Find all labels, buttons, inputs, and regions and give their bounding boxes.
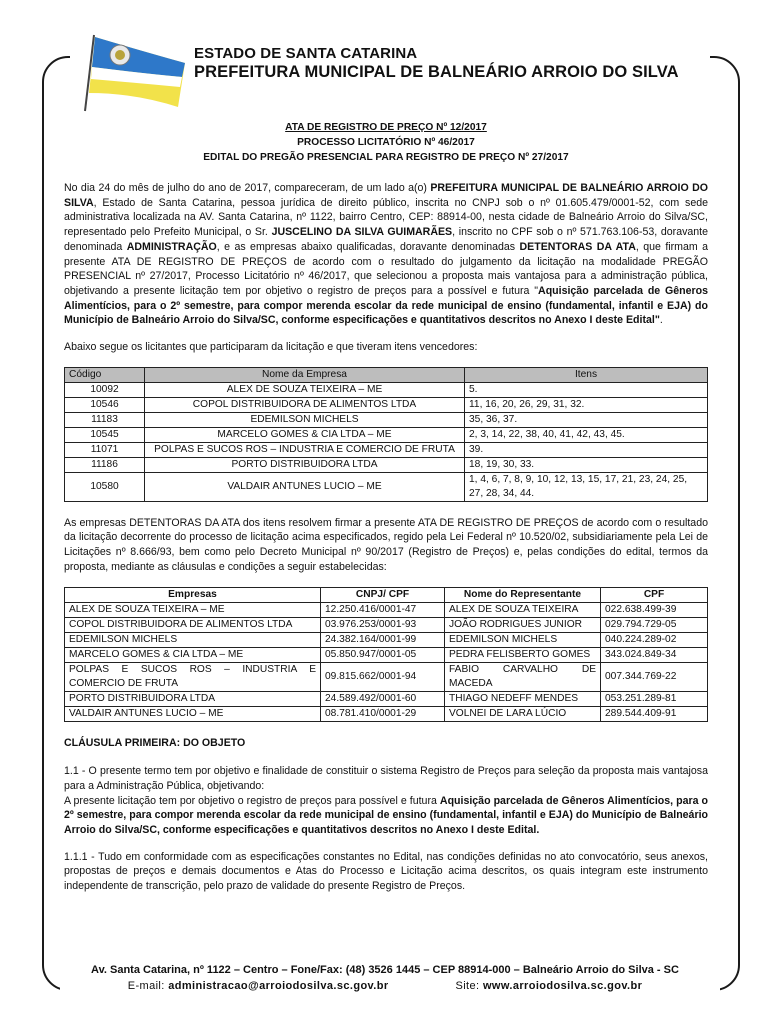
cell-empresa: VALDAIR ANTUNES LUCIO – ME <box>145 472 465 501</box>
cell-representante: VOLNEI DE LARA LÚCIO <box>445 706 601 721</box>
processo-title: PROCESSO LICITATÓRIO Nº 46/2017 <box>297 137 475 148</box>
col-header-representante: Nome do Representante <box>445 587 601 602</box>
cell-cpf: 343.024.849-34 <box>601 647 708 662</box>
cell-codigo: 10580 <box>65 472 145 501</box>
clause-1-1-1: 1.1.1 - Tudo em conformidade com as especificações constantes no Edital, nas condições definidas no ato convocatório, seus anexos, propostas de preços e demais documentos e Atas do Processo e Licitação acima descritos, os quais integram este instrumento independente de transcrição, pelo prazo de validade do presente Registro de Preços. <box>64 850 708 893</box>
table-row <box>65 382 708 397</box>
edital-title: EDITAL DO PREGÃO PRESENCIAL PARA REGISTRO DE PREÇO Nº 27/2017 <box>203 152 569 163</box>
table-row <box>65 647 708 662</box>
cell-codigo: 11071 <box>65 442 145 457</box>
cell-itens: 1, 4, 6, 7, 8, 9, 10, 12, 13, 15, 17, 21, 23, 24, 25, 27, 28, 34, 44. <box>465 472 708 501</box>
cell-cnpj: 24.382.164/0001-99 <box>321 632 445 647</box>
clause-1-1: 1.1 - O presente termo tem por objetivo e finalidade de constituir o sistema Registro de Preços para seleção da proposta mais vantajosa para a Administração Pública, objetivando: <box>64 765 708 792</box>
header-prefecture: PREFEITURA MUNICIPAL DE BALNEÁRIO ARROIO DO SILVA <box>194 63 679 81</box>
cell-empresa: POLPAS E SUCOS ROS – INDUSTRIA E COMERCIO DE FRUTA <box>65 662 321 691</box>
table-row <box>65 691 708 706</box>
table-row <box>65 632 708 647</box>
cell-codigo: 10092 <box>65 382 145 397</box>
cell-representante: THIAGO NEDEFF MENDES <box>445 691 601 706</box>
footer-email-link[interactable]: administracao@arroiodosilva.sc.gov.br <box>168 980 389 992</box>
cell-cpf: 022.638.499-39 <box>601 602 708 617</box>
col-header-itens: Itens <box>465 367 708 382</box>
footer-address: Av. Santa Catarina, nº 1122 – Centro – Fone/Fax: (48) 3526 1445 – CEP 88914-000 – Balneário Arroio do Silva - SC <box>91 964 679 976</box>
cell-cnpj: 05.850.947/0001-05 <box>321 647 445 662</box>
col-header-codigo: Código <box>65 367 145 382</box>
cell-representante: JOÃO RODRIGUES JUNIOR <box>445 617 601 632</box>
cell-empresa: PORTO DISTRIBUIDORA LTDA <box>65 691 321 706</box>
cell-empresa: COPOL DISTRIBUIDORA DE ALIMENTOS LTDA <box>65 617 321 632</box>
cell-itens: 35, 36, 37. <box>465 412 708 427</box>
ata-title: ATA DE REGISTRO DE PREÇO Nº 12/2017 <box>285 122 487 133</box>
document-titles <box>64 120 708 165</box>
cell-cnpj: 08.781.410/0001-29 <box>321 706 445 721</box>
col-header-cpf: CPF <box>601 587 708 602</box>
header-state: ESTADO DE SANTA CATARINA <box>194 45 418 62</box>
table-row <box>65 602 708 617</box>
col-header-empresas: Empresas <box>65 587 321 602</box>
table-row <box>65 457 708 472</box>
cell-codigo: 10546 <box>65 397 145 412</box>
cell-itens: 2, 3, 14, 22, 38, 40, 41, 42, 43, 45. <box>465 427 708 442</box>
cell-codigo: 11183 <box>65 412 145 427</box>
col-header-empresa: Nome da Empresa <box>145 367 465 382</box>
cell-itens: 39. <box>465 442 708 457</box>
table-row <box>65 442 708 457</box>
cell-representante: FABIO CARVALHO DE MACEDA <box>445 662 601 691</box>
cell-empresa: POLPAS E SUCOS ROS – INDUSTRIA E COMERCIO DE FRUTA <box>145 442 465 457</box>
table-row <box>65 617 708 632</box>
cell-empresa: ALEX DE SOUZA TEIXEIRA – ME <box>145 382 465 397</box>
table-header-row <box>65 367 708 382</box>
cell-cpf: 029.794.729-05 <box>601 617 708 632</box>
footer-site-link[interactable]: www.arroiodosilva.sc.gov.br <box>482 980 643 992</box>
clause-1-1-object: A presente licitação tem por objetivo o registro de preços para possível e futura Aquisição parcelada de Gêneros Alimentícios, para o 2º semestre, para compor merenda escolar da rede municipal de ensino (fundamental, infantil e EJA) do Município de Balneário Arroio do Silva/SC, conforme especificações e quantitativos descritos no Anexo I deste Edital. <box>64 794 709 837</box>
cell-empresa: PORTO DISTRIBUIDORA LTDA <box>145 457 465 472</box>
bidders-intro: Abaixo segue os licitantes que participaram da licitação e que tiveram itens vencedores: <box>64 341 478 354</box>
cell-cpf: 053.251.289-81 <box>601 691 708 706</box>
cell-itens: 11, 16, 20, 26, 29, 31, 32. <box>465 397 708 412</box>
table-row <box>65 397 708 412</box>
table-row <box>65 427 708 442</box>
cell-cpf: 007.344.769-22 <box>601 662 708 691</box>
cell-empresa: EDEMILSON MICHELS <box>65 632 321 647</box>
cell-itens: 5. <box>465 382 708 397</box>
cell-empresa: VALDAIR ANTUNES LUCIO – ME <box>65 706 321 721</box>
cell-representante: EDEMILSON MICHELS <box>445 632 601 647</box>
cell-codigo: 10545 <box>65 427 145 442</box>
col-header-cnpj: CNPJ/ CPF <box>321 587 445 602</box>
table-row <box>65 662 708 691</box>
holders-paragraph: As empresas DETENTORAS DA ATA dos itens resolvem firmar a presente ATA DE REGISTRO DE PREÇOS de acordo com o resultado da licitação decorrente do processo de licitação acima especificados, regido pela Lei Federal nº 10.520/02, subsidiariamente pela Lei de Licitações nº 8.666/93, bem como pelo Decreto Municipal nº 90/2017 (Registro de Preços) e, pelas condições do edital, termos da proposta, mediante as cláusulas e condições a seguir estabelecidas: <box>64 516 708 573</box>
companies-table <box>64 587 708 722</box>
cell-cpf: 289.544.409-91 <box>601 706 708 721</box>
clause-one-title: CLÁUSULA PRIMEIRA: DO OBJETO <box>64 736 246 749</box>
cell-cpf: 040.224.289-02 <box>601 632 708 647</box>
document-body <box>64 120 708 906</box>
table-row <box>65 412 708 427</box>
table-row <box>65 472 708 501</box>
cell-cnpj: 09.815.662/0001-94 <box>321 662 445 691</box>
cell-codigo: 11186 <box>65 457 145 472</box>
cell-empresa: COPOL DISTRIBUIDORA DE ALIMENTOS LTDA <box>145 397 465 412</box>
table-row <box>65 706 708 721</box>
municipal-flag-logo <box>80 33 190 113</box>
cell-cnpj: 12.250.416/0001-47 <box>321 602 445 617</box>
bidders-table <box>64 367 708 502</box>
intro-paragraph: No dia 24 do mês de julho do ano de 2017, compareceram, de um lado a(o) PREFEITURA MUNICIPAL DE BALNEÁRIO ARROIO DO SILVA, Estado de Santa Catarina, pessoa jurídica de direito público, inscrita no CNPJ sob o nº 01.605.479/0001-52, com sede administrativa localizada na AV. Santa Catarina, nº 1122, bairro Centro, CEP: 88914-00, nesta cidade de Balneário Arroio do Silva/SC, representado pelo Prefeito Municipal, o Sr. JUSCELINO DA SILVA GUIMARÃES, inscrito no CPF sob o nº 571.763.106-53, doravante denominada ADMINISTRAÇÃO, e as empresas abaixo qualificadas, doravante denominadas DETENTORAS DA ATA, que firmam a presente ATA DE REGISTRO DE PREÇOS de acordo com o resultado do julgamento da licitação na modalidade PREGÃO PRESENCIAL nº 27/2017, Processo Licitatório nº 46/2017, que selecionou a proposta mais vantajosa para a administração pública, objetivando a presente licitação tem por objetivo o registro de preços para a possível e futura "Aquisição parcelada de Gêneros Alimentícios, para o 2º semestre, para compor merenda escolar da rede municipal de ensino (fundamental, infantil e EJA) do Município de Balneário Arroio do Silva/SC, conforme especificações e quantitativos descritos no Anexo I deste Edital". <box>64 182 709 327</box>
cell-itens: 18, 19, 30, 33. <box>465 457 708 472</box>
cell-empresa: ALEX DE SOUZA TEIXEIRA – ME <box>65 602 321 617</box>
cell-cnpj: 24.589.492/0001-60 <box>321 691 445 706</box>
cell-representante: ALEX DE SOUZA TEIXEIRA <box>445 602 601 617</box>
cell-empresa: MARCELO GOMES & CIA LTDA – ME <box>145 427 465 442</box>
cell-cnpj: 03.976.253/0001-93 <box>321 617 445 632</box>
footer-contact: E-mail: administracao@arroiodosilva.sc.gov.br Site: www.arroiodosilva.sc.gov.br <box>127 980 643 992</box>
cell-representante: PEDRA FELISBERTO GOMES <box>445 647 601 662</box>
table-header-row <box>65 587 708 602</box>
cell-empresa: EDEMILSON MICHELS <box>145 412 465 427</box>
cell-empresa: MARCELO GOMES & CIA LTDA – ME <box>65 647 321 662</box>
